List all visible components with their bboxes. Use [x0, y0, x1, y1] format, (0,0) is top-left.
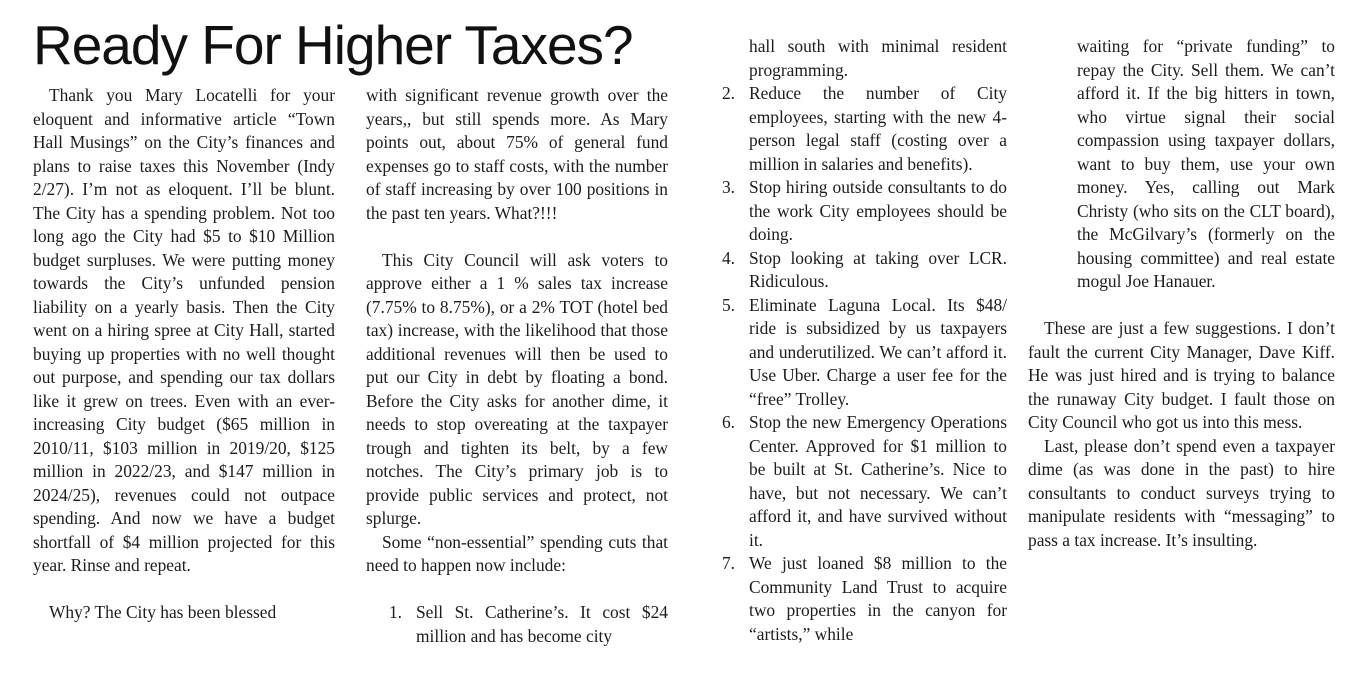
- paragraph: with significant revenue growth over the years,, but still spends more. As Mary points out, about 75% of general fund expenses go to staff costs, with the number of staff increasing by over 100 positions in the past ten years. What?!!!: [366, 85, 668, 223]
- list-item-text: Eliminate Laguna Local. Its $48/ ride is subsidized by us taxpayers and underutilized. We can’t afford it. Use Uber. Charge a user fee for the “free” Trolley.: [749, 294, 1007, 409]
- paragraph: Why? The City has been blessed: [49, 602, 277, 622]
- headline: Ready For Higher Taxes?: [33, 14, 633, 76]
- list-item-continuation: hall south with minimal resident programming.: [749, 36, 1007, 80]
- list-item-text: Stop hiring outside consultants to do the work City employees should be doing.: [749, 177, 1007, 244]
- list-item-text: Reduce the number of City employees, starting with the new 4-person legal staff (costing over a million in salaries and benefits).: [749, 83, 1007, 174]
- list-item-number: 3.: [721, 177, 735, 197]
- column-4: [1028, 35, 1335, 552]
- paragraph: Some “non-essential” spending cuts that need to happen now include:: [366, 531, 668, 575]
- list-item: [713, 82, 1007, 176]
- list-item: [713, 176, 1007, 247]
- column-1: [33, 84, 335, 625]
- list-item: [713, 411, 1007, 552]
- list-item-text: We just loaned $8 million to the Community Land Trust to acquire two properties in the canyon for “artists,” while: [749, 553, 1007, 644]
- list-item-text: Stop looking at taking over LCR. Ridiculous.: [749, 247, 1007, 291]
- list-item: [713, 294, 1007, 412]
- list-item: [713, 552, 1007, 646]
- paragraph: Thank you Mary Locatelli for your eloquent and informative article “Town Hall Musings” on the City’s finances and plans to raise taxes this November (Indy 2/27). I’m not as eloquent. I’ll be blunt. The City has a spending problem. Not too long ago the City had $5 to $10 Million budget surpluses. We were putting money towards the City’s unfunded pension liability on a yearly basis. Then the City went on a hiring spree at City Hall, started buying up properties with no well thought out purpose, and spending our tax dollars like it grew on trees. Even with an ever-increasing City budget ($65 million in 2010/11, $103 million in 2019/20, $125 million in 2022/23, and $147 million in 2024/25), revenues could not outpace spending. And now we have a budget shortfall of $4 million projected for this year. Rinse and repeat.: [33, 85, 335, 575]
- paragraph: Last, please don’t spend even a taxpayer dime (as was done in the past) to hire consultants to conduct surveys trying to manipulate residents with “messaging” to pass a tax increase. It’s insulting.: [1028, 435, 1335, 550]
- list-item-number: 2.: [721, 83, 735, 103]
- spending-cuts-list: [713, 82, 1007, 646]
- spending-cuts-list: [366, 601, 668, 648]
- list-item-continuation: waiting for “private funding” to repay the City. Sell them. We can’t afford it. If the big hitters in town, who virtue signal their social compassion using taxpayer dollars, want to buy them, use your own money. Yes, calling out Mark Christy (who sits on the CLT board), the McGilvary’s (formerly on the housing committee) and real estate mogul Joe Hanauer.: [1077, 36, 1335, 291]
- list-item-text: Sell St. Catherine’s. It cost $24 million and has become city: [416, 602, 668, 646]
- list-item-number: 7.: [721, 553, 735, 573]
- list-item-number: 4.: [721, 247, 735, 268]
- list-item: [713, 247, 1007, 294]
- list-item-number: 5.: [721, 294, 735, 315]
- list-item-text: Stop the new Emergency Operations Center. Approved for $1 million to be built at St. Catherine’s. Nice to have, but not necessary. We can’t afford it, and have survived without it.: [749, 412, 1007, 550]
- paragraph: These are just a few suggestions. I don’t fault the current City Manager, Dave Kiff. He was just hired and is trying to balance the runaway City budget. I fault those on City Council who got us into this mess.: [1028, 318, 1335, 432]
- list-item-number: 6.: [721, 412, 735, 432]
- paragraph: This City Council will ask voters to approve either a 1 % sales tax increase (7.75% to 8.75%), or a 2% TOT (hotel bed tax) increase, with the likelihood that those additional revenues will then be used to put our City in debt by floating a bond. Before the City asks for another dime, it needs to stop overeating at the taxpayer trough and tighten its belt, by a few notches. The City’s primary job is to provide public services and protect, not splurge.: [366, 249, 668, 528]
- column-3: [713, 35, 1007, 646]
- column-2: [366, 84, 668, 648]
- list-item: [366, 601, 668, 648]
- list-item-number: 1.: [388, 602, 402, 622]
